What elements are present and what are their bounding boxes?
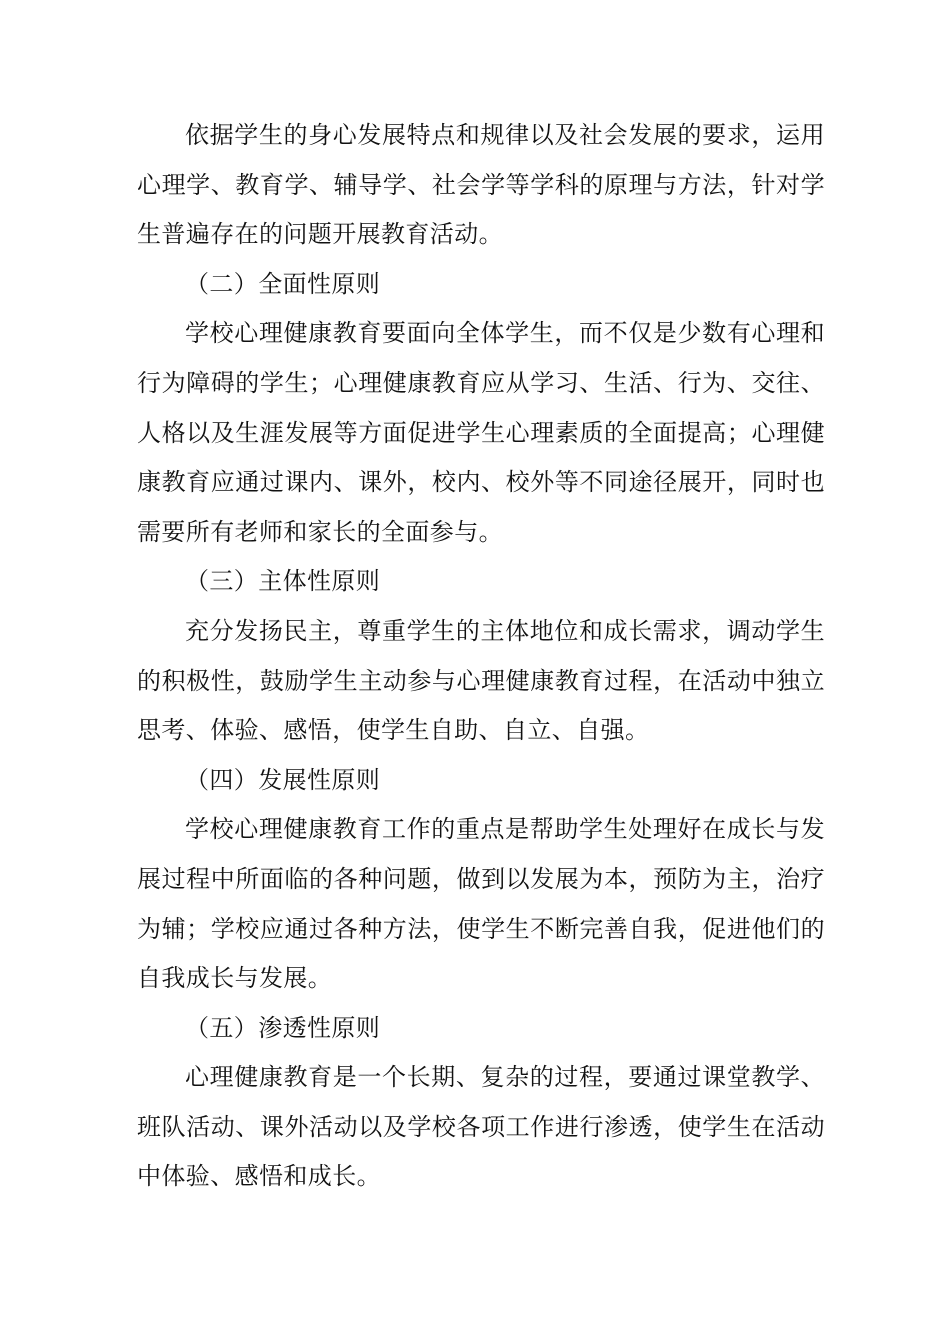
heading-comprehensiveness: （二）全面性原则: [185, 269, 381, 298]
paragraph-subjectivity: 充分发扬民主，尊重学生的主体地位和成长需求，调动学生的积极性，鼓励学生主动参与心理健康教育过程，在活动中独立思考、体验、感悟，使学生自助、自立、自强。: [137, 616, 825, 745]
document-page: [137, 111, 825, 1202]
heading-permeation: （五）渗透性原则: [185, 1013, 381, 1042]
paragraph-intro: 依据学生的身心发展特点和规律以及社会发展的要求，运用心理学、教育学、辅导学、社会学等学科的原理与方法，针对学生普遍存在的问题开展教育活动。: [137, 121, 825, 249]
paragraph-comprehensiveness: 学校心理健康教育要面向全体学生，而不仅是少数有心理和行为障碍的学生；心理健康教育应从学习、生活、行为、交往、人格以及生涯发展等方面促进学生心理素质的全面提高；心理健康教育应通过课内、课外，校内、校外等不同途径展开，同时也需要所有老师和家长的全面参与。: [137, 319, 825, 546]
paragraph-permeation: 心理健康教育是一个长期、复杂的过程，要通过课堂教学、班队活动、课外活动以及学校各项工作进行渗透，使学生在活动中体验、感悟和成长。: [137, 1063, 825, 1191]
heading-development: （四）发展性原则: [185, 765, 381, 794]
heading-subjectivity: （三）主体性原则: [185, 567, 381, 596]
paragraph-development: 学校心理健康教育工作的重点是帮助学生处理好在成长与发展过程中所面临的各种问题，做到以发展为本，预防为主，治疗为辅；学校应通过各种方法，使学生不断完善自我，促进他们的自我成长与发展。: [137, 815, 825, 993]
